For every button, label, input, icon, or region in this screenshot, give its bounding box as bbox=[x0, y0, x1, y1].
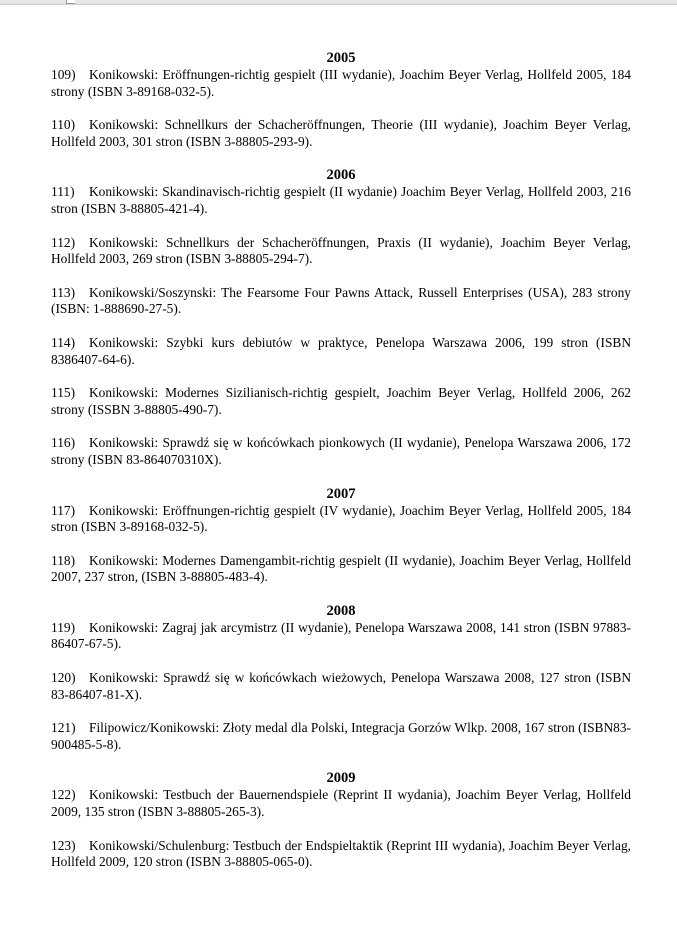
entry-number: 118) bbox=[51, 552, 76, 568]
entry-text: Konikowski: Eröffnungen-richtig gespielt (IV wydanie), Joachim Beyer Verlag, Hollfeld 2005, 184 stron (ISBN 3-89168-032-5). bbox=[51, 502, 635, 535]
entry-text: Konikowski: Sprawdź się w końcówkach wieżowych, Penelopa Warszawa 2008, 127 stron (ISBN 83-86407-81-X). bbox=[51, 670, 635, 702]
bibliography-entry bbox=[51, 334, 635, 368]
entry-number: 111) bbox=[51, 184, 75, 200]
entry-number: 120) bbox=[51, 670, 76, 686]
page-corner-mark bbox=[66, 0, 75, 4]
entry-text: Konikowski: Szybki kurs debiutów w praktyce, Penelopa Warszawa 2006, 199 stron (ISBN 8386407-64-6). bbox=[51, 334, 635, 367]
entry-text: Filipowicz/Konikowski: Złoty medal dla Polski, Integracja Gorzów Wlkp. 2008, 167 stron (ISBN83-900485-5-8). bbox=[51, 720, 631, 752]
entry-number: 116) bbox=[51, 435, 76, 451]
year-heading: 2008 bbox=[326, 602, 356, 619]
entry-number: 119) bbox=[51, 619, 76, 635]
entry-number: 114) bbox=[51, 334, 76, 350]
bibliography-entry bbox=[51, 787, 635, 820]
entry-number: 123) bbox=[51, 837, 76, 853]
year-section-2007 bbox=[51, 485, 635, 586]
year-section-2009 bbox=[51, 770, 648, 870]
entry-text: Konikowski/Schulenburg: Testbuch der Endspieltaktik (Reprint III wydania), Joachim Beyer Verlag, Hollfeld 2009, 120 stron (ISBN 3-88805-065-0). bbox=[51, 837, 648, 870]
entry-text: Konikowski: Eröffnungen-richtig gespielt (III wydanie), Joachim Beyer Verlag, Hollfeld 2005, 184 strony (ISBN 3-89168-032-5). bbox=[51, 67, 635, 99]
bibliography-entry bbox=[51, 620, 631, 653]
entry-number: 117) bbox=[51, 502, 76, 518]
entry-text: Konikowski: Schnellkurs der Schacheröffnungen, Theorie (III wydanie), Joachim Beyer Verlag, Hollfeld 2003, 301 stron (ISBN 3-88805-293-9). bbox=[51, 117, 635, 149]
bibliography-entry bbox=[51, 117, 635, 150]
entry-text: Konikowski: Skandinavisch-richtig gespielt (II wydanie) Joachim Beyer Verlag, Hollfeld 2003, 216 stron (ISBN 3-88805-421-4). bbox=[51, 184, 635, 216]
bibliography-entry bbox=[51, 184, 635, 217]
entry-text: Konikowski: Schnellkurs der Schacheröffnungen, Praxis (II wydanie), Joachim Beyer Verlag, Hollfeld 2003, 269 stron (ISBN 3-88805-294-7). bbox=[51, 234, 635, 267]
entry-text: Konikowski: Modernes Damengambit-richtig gespielt (II wydanie), Joachim Beyer Verlag, Hollfeld 2007, 237 stron, (ISBN 3-88805-483-4). bbox=[51, 552, 635, 585]
bibliography-entry bbox=[51, 234, 635, 268]
bibliography-entry bbox=[51, 502, 635, 536]
bibliography-entry bbox=[51, 720, 631, 753]
year-heading: 2007 bbox=[326, 485, 356, 502]
bibliography-entry bbox=[51, 284, 635, 318]
entry-text: Konikowski/Soszynski: The Fearsome Four Pawns Attack, Russell Enterprises (USA), 283 strony (ISBN: 1-888690-27-5). bbox=[51, 284, 635, 317]
bibliography-entry bbox=[51, 670, 635, 703]
entry-text: Konikowski: Testbuch der Bauernendspiele (Reprint II wydania), Joachim Beyer Verlag, Hollfeld 2009, 135 stron (ISBN 3-88805-265-3). bbox=[51, 787, 635, 820]
entry-text: Konikowski: Modernes Sizilianisch-richtig gespielt, Joachim Beyer Verlag, Hollfeld 2006, 262 strony (ISSBN 3-88805-490-7). bbox=[51, 385, 635, 417]
bibliography-entry bbox=[51, 435, 635, 468]
year-heading: 2006 bbox=[326, 167, 356, 184]
bibliography-entry bbox=[51, 385, 635, 418]
entry-number: 121) bbox=[51, 720, 76, 736]
document-page bbox=[51, 50, 648, 871]
entry-number: 112) bbox=[51, 234, 76, 250]
year-heading: 2005 bbox=[326, 50, 356, 66]
entry-number: 115) bbox=[51, 385, 76, 401]
bibliography-entry bbox=[51, 837, 648, 871]
year-section-2005 bbox=[51, 50, 635, 150]
entry-number: 110) bbox=[51, 117, 76, 133]
entry-number: 122) bbox=[51, 787, 76, 803]
year-section-2008 bbox=[51, 602, 635, 754]
bibliography-entry bbox=[51, 67, 635, 100]
bibliography-entry bbox=[51, 552, 635, 586]
entry-text: Konikowski: Zagraj jak arcymistrz (II wydanie), Penelopa Warszawa 2008, 141 stron (ISBN 97883-86407-67-5). bbox=[51, 619, 631, 652]
entry-number: 113) bbox=[51, 284, 76, 300]
entry-text: Konikowski: Sprawdź się w końcówkach pionkowych (II wydanie), Penelopa Warszawa 2006, 172 strony (ISBN 83-864070310X). bbox=[51, 435, 635, 467]
year-section-2006 bbox=[51, 167, 635, 468]
entry-number: 109) bbox=[51, 67, 76, 82]
window-top-edge bbox=[0, 0, 677, 5]
year-heading: 2009 bbox=[326, 770, 356, 787]
